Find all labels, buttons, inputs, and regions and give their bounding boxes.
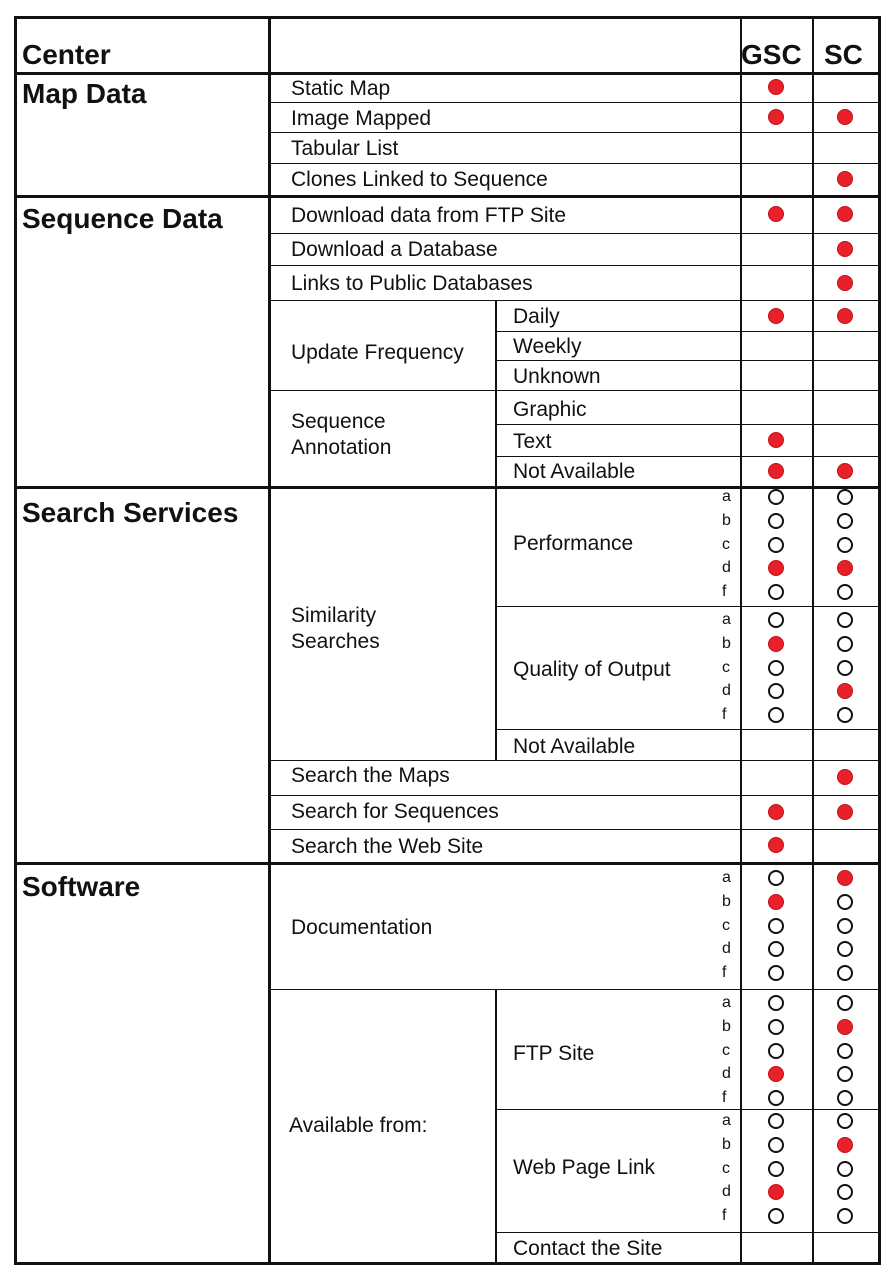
sc-rating-dot-d <box>837 941 853 957</box>
section-divider-0 <box>14 72 881 75</box>
sc-rating-dot-b <box>837 636 853 652</box>
subgroup-divider <box>495 300 497 486</box>
row-divider <box>268 390 878 391</box>
sc-rating-dot-a <box>837 995 853 1011</box>
row-divider <box>495 424 878 425</box>
rating-letter-c: c <box>722 1159 730 1177</box>
sc-rating-dot-f <box>837 1208 853 1224</box>
rating-label: Quality of Output <box>513 658 671 681</box>
gsc-rating-dot-a <box>768 489 784 505</box>
section-divider-3 <box>14 862 881 865</box>
row-label: Graphic <box>513 398 587 421</box>
rating-letter-f: f <box>722 1207 727 1224</box>
gsc-rating-dot-f <box>768 707 784 723</box>
category-sequence-data: Sequence Data <box>22 203 223 234</box>
group-sequence-annotation-line: Annotation <box>291 436 392 459</box>
gsc-filled-dot <box>768 79 784 95</box>
row-divider <box>495 606 878 607</box>
rating-letter-d: d <box>722 559 731 577</box>
row-label: Download data from FTP Site <box>291 204 567 227</box>
gsc-rating-dot-c <box>768 537 784 553</box>
rating-letter-b: b <box>722 634 731 652</box>
row-divider <box>268 760 878 761</box>
gsc-filled-dot <box>768 206 784 222</box>
gsc-rating-dot-f <box>768 965 784 981</box>
gsc-rating-dot-a <box>768 870 784 886</box>
row-label: Not Available <box>513 460 636 483</box>
rating-letter-c: c <box>722 1041 730 1059</box>
row-divider <box>268 233 878 234</box>
category-map-data: Map Data <box>22 78 147 109</box>
gsc-rating-dot-f <box>768 584 784 600</box>
gsc-filled-dot <box>768 837 784 853</box>
sc-rating-dot-d <box>837 560 853 576</box>
sc-rating-dot-a <box>837 870 853 886</box>
gsc-rating-dot-b <box>768 513 784 529</box>
table-left-border <box>14 16 17 1265</box>
section-divider-2 <box>14 486 881 489</box>
row-divider <box>268 795 878 796</box>
sc-rating-dot-f <box>837 965 853 981</box>
row-divider <box>268 300 878 301</box>
gsc-rating-dot-c <box>768 1161 784 1177</box>
sc-rating-dot-c <box>837 1161 853 1177</box>
rating-letter-c: c <box>722 658 730 676</box>
row-label: Search the Web Site <box>291 835 484 858</box>
row-divider <box>495 729 878 730</box>
rating-letter-a: a <box>722 994 731 1011</box>
row-label: Image Mapped <box>291 107 432 130</box>
gsc-rating-dot-b <box>768 1137 784 1153</box>
gsc-filled-dot <box>768 308 784 324</box>
gsc-rating-dot-d <box>768 560 784 576</box>
row-label: Unknown <box>513 365 601 388</box>
row-label: Clones Linked to Sequence <box>291 168 548 191</box>
group-available-from: Available from: <box>289 1114 428 1137</box>
rating-letter-a: a <box>722 488 731 505</box>
sc-rating-dot-b <box>837 1137 853 1153</box>
row-label: Search for Sequences <box>291 800 499 823</box>
sc-filled-dot <box>837 308 853 324</box>
gsc-column-divider <box>740 16 742 1265</box>
section-divider-1 <box>14 195 881 198</box>
row-label: Not Available <box>513 735 636 758</box>
sc-filled-dot <box>837 206 853 222</box>
rating-letter-a: a <box>722 869 731 886</box>
gsc-rating-dot-d <box>768 1066 784 1082</box>
rating-letter-f: f <box>722 1089 727 1106</box>
gsc-rating-dot-d <box>768 1184 784 1200</box>
row-divider <box>495 331 878 332</box>
gsc-rating-dot-f <box>768 1090 784 1106</box>
category-column-divider <box>268 16 271 1265</box>
sc-rating-dot-a <box>837 612 853 628</box>
rating-letter-f: f <box>722 706 727 723</box>
table-bottom-border <box>14 1262 881 1265</box>
gsc-rating-dot-a <box>768 1113 784 1129</box>
rating-letter-d: d <box>722 940 731 958</box>
rating-letter-d: d <box>722 1183 731 1201</box>
subgroup-divider <box>495 989 497 1262</box>
category-search-services: Search Services <box>22 497 239 528</box>
gsc-filled-dot <box>768 463 784 479</box>
gsc-rating-dot-a <box>768 995 784 1011</box>
sc-filled-dot <box>837 769 853 785</box>
row-divider <box>268 989 878 990</box>
row-label: Links to Public Databases <box>291 272 533 295</box>
group-update-frequency: Update Frequency <box>291 341 464 364</box>
row-label: Weekly <box>513 335 582 358</box>
row-divider <box>268 102 878 103</box>
gsc-rating-dot-b <box>768 1019 784 1035</box>
row-divider <box>495 1109 878 1110</box>
sc-rating-dot-c <box>837 918 853 934</box>
gsc-filled-dot <box>768 432 784 448</box>
gsc-rating-dot-f <box>768 1208 784 1224</box>
sc-rating-dot-d <box>837 1184 853 1200</box>
sc-rating-dot-c <box>837 537 853 553</box>
sc-filled-dot <box>837 171 853 187</box>
gsc-rating-dot-b <box>768 636 784 652</box>
rating-label: FTP Site <box>513 1042 595 1065</box>
gsc-rating-dot-a <box>768 612 784 628</box>
table-right-border <box>878 16 881 1265</box>
sc-rating-dot-f <box>837 584 853 600</box>
rating-letter-b: b <box>722 1017 731 1035</box>
sc-rating-dot-d <box>837 683 853 699</box>
row-divider <box>268 265 878 266</box>
row-divider <box>268 163 878 164</box>
sc-filled-dot <box>837 241 853 257</box>
gsc-header: GSC <box>741 39 802 70</box>
gsc-rating-dot-d <box>768 683 784 699</box>
gsc-rating-dot-c <box>768 918 784 934</box>
gsc-filled-dot <box>768 804 784 820</box>
rating-letter-f: f <box>722 583 727 600</box>
center-header: Center <box>22 39 111 70</box>
table-top-border <box>14 16 881 19</box>
gsc-filled-dot <box>768 109 784 125</box>
sc-filled-dot <box>837 463 853 479</box>
row-divider <box>268 132 878 133</box>
rating-letter-a: a <box>722 611 731 628</box>
gsc-rating-dot-d <box>768 941 784 957</box>
rating-label: Documentation <box>291 916 433 939</box>
category-software: Software <box>22 871 141 902</box>
rating-label: Web Page Link <box>513 1156 656 1179</box>
group-similarity-searches-line: Searches <box>291 630 380 653</box>
rating-letter-a: a <box>722 1112 731 1129</box>
sc-rating-dot-d <box>837 1066 853 1082</box>
rating-label: Performance <box>513 532 634 555</box>
group-sequence-annotation-line: Sequence <box>291 410 386 433</box>
sc-rating-dot-f <box>837 707 853 723</box>
row-divider <box>495 360 878 361</box>
sc-column-divider <box>812 16 814 1265</box>
subgroup-divider <box>495 486 497 760</box>
rating-letter-c: c <box>722 916 730 934</box>
rating-letter-d: d <box>722 682 731 700</box>
gsc-rating-dot-c <box>768 1043 784 1059</box>
row-label: Static Map <box>291 77 391 100</box>
sc-rating-dot-b <box>837 894 853 910</box>
rating-letter-b: b <box>722 892 731 910</box>
row-label: Daily <box>513 305 560 328</box>
row-divider <box>268 829 878 830</box>
row-label: Search the Maps <box>291 764 450 787</box>
sc-rating-dot-c <box>837 660 853 676</box>
group-similarity-searches-line: Similarity <box>291 604 377 627</box>
row-label: Contact the Site <box>513 1237 663 1260</box>
row-label: Download a Database <box>291 238 498 261</box>
gsc-rating-dot-c <box>768 660 784 676</box>
rating-letter-d: d <box>722 1065 731 1083</box>
sc-rating-dot-b <box>837 513 853 529</box>
sc-filled-dot <box>837 804 853 820</box>
row-label: Tabular List <box>291 137 399 160</box>
row-divider <box>495 1232 878 1233</box>
rating-letter-c: c <box>722 535 730 553</box>
sc-filled-dot <box>837 275 853 291</box>
rating-letter-b: b <box>722 511 731 529</box>
rating-letter-b: b <box>722 1135 731 1153</box>
sc-rating-dot-f <box>837 1090 853 1106</box>
rating-letter-f: f <box>722 964 727 981</box>
sc-rating-dot-a <box>837 1113 853 1129</box>
sc-rating-dot-c <box>837 1043 853 1059</box>
sc-header: SC <box>824 39 863 70</box>
sc-rating-dot-a <box>837 489 853 505</box>
gsc-rating-dot-b <box>768 894 784 910</box>
row-divider <box>495 456 878 457</box>
sc-filled-dot <box>837 109 853 125</box>
sc-rating-dot-b <box>837 1019 853 1035</box>
row-label: Text <box>513 430 552 453</box>
